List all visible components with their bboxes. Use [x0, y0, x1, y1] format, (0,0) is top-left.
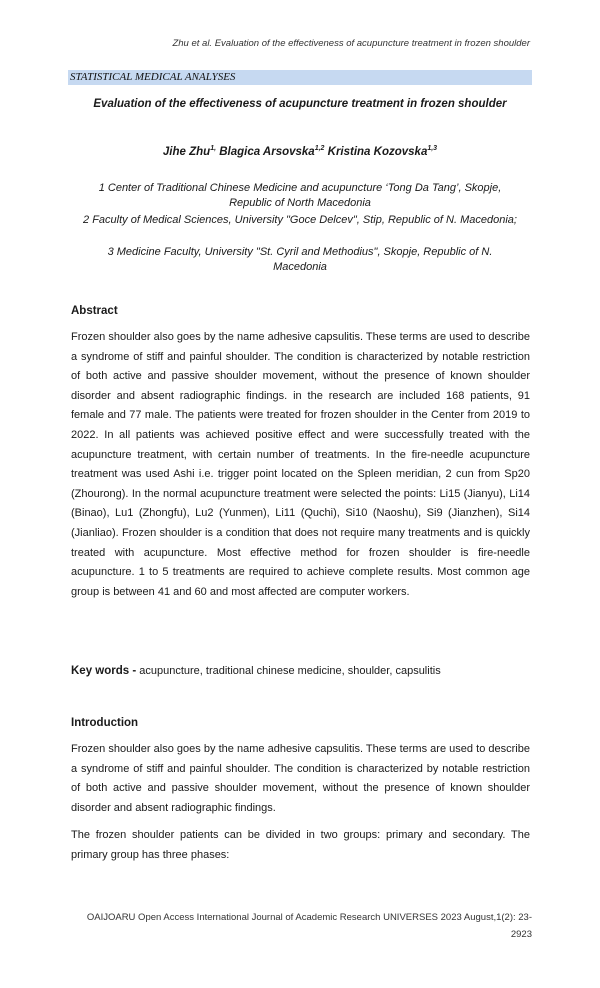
affiliation-3: 3 Medicine Faculty, University "St. Cyril and Methodius", Skopje, Republic of N. Macedonia [107, 246, 493, 273]
author-list [60, 145, 540, 158]
journal-footer [62, 909, 532, 943]
author-name: Jihe Zhu [162, 145, 211, 158]
abstract-text: Frozen shoulder also goes by the name adhesive capsulitis. These terms are used to describe a syndrome of stiff and painful shoulder. The condition is characterized by notable restriction of both active and passive shoulder movement, without the presence of known shoulder disorder and absent radiographic findings. in the research are included 168 patients, 91 female and 77 male. The patients were treated for frozen shoulder in the Center from 2019 to 2022. In all patients was achieved positive effect and were successfully treated with the acupuncture treatment, with certain number of treatments. In the fire-needle acupuncture treatment was used Ashi i.e. trigger point located on the Spleen meridian, 2 cun from Sp20 (Zhourong). In the normal acupuncture treatment were selected the points: Li15 (Jianyu), Li14 (Binao), Lu1 (Zhongfu), Lu2 (Yunmen), Li11 (Quchi), Si10 (Naoshu), Si9 (Jianzhen), Si14 (Jianliao). Frozen shoulder is a condition that does not require many treatments and is quickly treated with acupuncture. Most effective method for frozen shoulder is fire-needle acupuncture. 1 to 5 treatments are required to achieve complete results. Most common age group is between 41 and 60 and most affected are computer workers. [71, 331, 530, 598]
introduction-paragraph: Frozen shoulder also goes by the name adhesive capsulitis. These terms are used to describe a syndrome of stiff and painful shoulder. The condition is characterized by notable restriction of both active and passive shoulder movement, without the presence of known shoulder disorder and absent radiographic findings. [71, 743, 530, 814]
author-name: Blagica Arsovska [219, 145, 315, 158]
running-header: Zhu et al. Evaluation of the effectiveness of acupuncture treatment in frozen shoulder [172, 38, 530, 49]
section-banner: STATISTICAL MEDICAL ANALYSES [68, 70, 532, 85]
keywords-line [71, 665, 441, 677]
footer-line: OAIJOARU Open Access International Journal of Academic Research UNIVERSES 2023 August,1(2): 23- [86, 912, 532, 923]
author-name: Kristina Kozovska [327, 145, 428, 158]
author-affiliation-marker: 1,2 [314, 145, 325, 152]
affiliation-1: 1 Center of Traditional Chinese Medicine and acupuncture ‘Tong Da Tang’, Skopje, Republic of North Macedonia [98, 182, 502, 209]
abstract-heading: Abstract [71, 305, 118, 317]
introduction-paragraph: The frozen shoulder patients can be divided in two groups: primary and secondary. The primary group has three phases: [71, 829, 530, 861]
author-affiliation-marker: 1,3 [427, 145, 438, 152]
author-affiliation-marker: 1, [210, 145, 217, 152]
keywords-label: Key words - [71, 665, 137, 677]
introduction-heading: Introduction [71, 717, 139, 729]
keywords-text: acupuncture, traditional chinese medicine, shoulder, capsulitis [136, 665, 441, 677]
affiliation-2: 2 Faculty of Medical Sciences, University "Goce Delcev", Stip, Republic of N. Macedonia; [83, 214, 517, 226]
footer-line: 2923 [510, 929, 532, 940]
paper-title: Evaluation of the effectiveness of acupuncture treatment in frozen shoulder [93, 98, 507, 110]
